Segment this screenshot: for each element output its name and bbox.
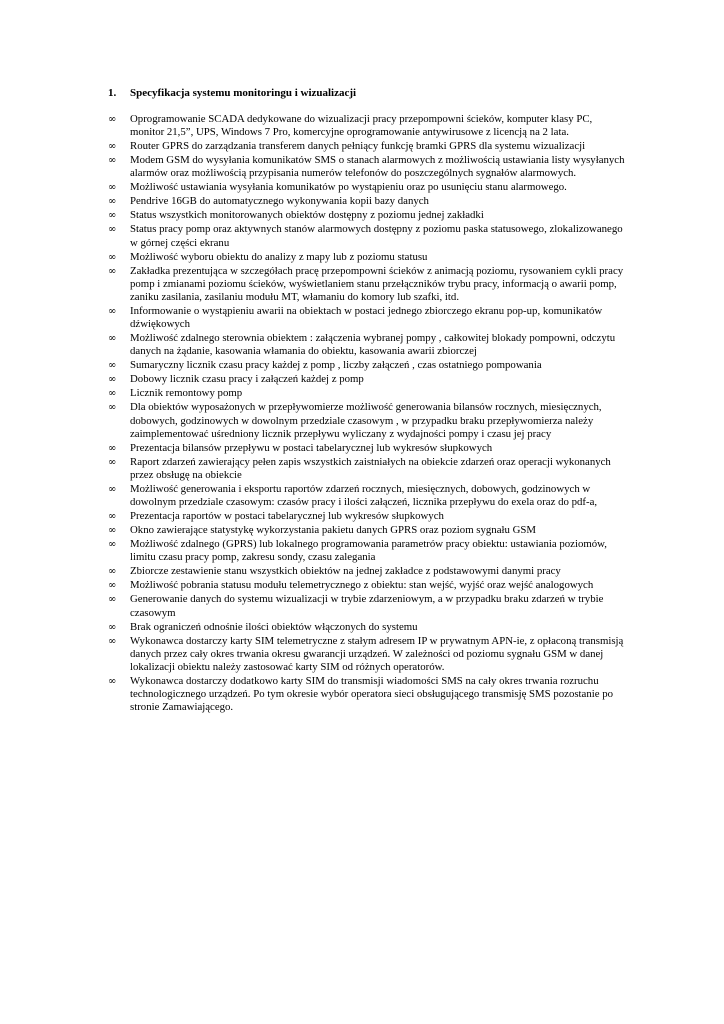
list-item: [108, 442, 628, 455]
list-item: [108, 251, 628, 264]
list-item: [108, 265, 628, 305]
list-item-text: Modem GSM do wysyłania komunikatów SMS o stanach alarmowych z możliwością ustawiania listy wysyłanych alarmów oraz możliwością przypisania numerów telefonów do poszczególnych sygnałów alarmowych.: [130, 154, 625, 180]
infinity-bullet-icon: ∞: [108, 511, 117, 523]
list-item-text: Generowanie danych do systemu wizualizacji w trybie zdarzeniowym, a w przypadku braku zdarzeń w trybie czasowym: [130, 593, 604, 619]
list-item: [108, 359, 628, 372]
infinity-bullet-icon: ∞: [108, 224, 117, 236]
list-item-text: Status wszystkich monitorowanych obiektów dostępny z poziomu jednej zakładki: [130, 209, 484, 222]
list-item: [108, 181, 628, 194]
infinity-bullet-icon: ∞: [108, 484, 117, 496]
list-item-text: Pendrive 16GB do automatycznego wykonywania kopii bazy danych: [130, 195, 429, 208]
list-item-text: Sumaryczny licznik czasu pracy każdej z pomp , liczby załączeń , czas ostatniego pompowania: [130, 359, 542, 372]
infinity-bullet-icon: ∞: [108, 635, 117, 647]
list-item-text: Wykonawca dostarczy dodatkowo karty SIM do transmisji wiadomości SMS na cały okres trwania rozruchu technologicznego urządzeń. Po tym okresie wybór operatora sieci obsługującego transmisję SMS pozostanie po stronie Zamawiającego.: [130, 675, 614, 714]
list-item: [108, 387, 628, 400]
list-item: [108, 510, 628, 523]
infinity-bullet-icon: ∞: [108, 210, 117, 222]
infinity-bullet-icon: ∞: [108, 621, 117, 633]
infinity-bullet-icon: ∞: [108, 525, 117, 537]
list-item-text: Zbiorcze zestawienie stanu wszystkich obiektów na jednej zakładce z podstawowymi danymi pracy: [130, 565, 561, 578]
list-item-text: Możliwość zdalnego sterownia obiektem : załączenia wybranej pompy , całkowitej blokady pompowni, odczytu danych na żądanie, kasowania włamania do obiektu, kasowania awarii zbiorczej: [130, 332, 616, 358]
list-item: [108, 524, 628, 537]
list-item: [108, 456, 628, 482]
infinity-bullet-icon: ∞: [108, 196, 117, 208]
infinity-bullet-icon: ∞: [108, 374, 117, 386]
list-item: [108, 483, 628, 509]
infinity-bullet-icon: ∞: [108, 251, 117, 263]
infinity-bullet-icon: ∞: [108, 306, 117, 318]
list-item-text: Wykonawca dostarczy karty SIM telemetryczne z stałym adresem IP w prywatnym APN-ie, z opłaconą transmisją danych przez cały okres trwania okresu gwarancji urządzeń. W zależności od poziomu sygnału GSM w danej lokalizacji obiektu należy zastosować karty SIM od różnych operatorów.: [130, 634, 624, 674]
list-item: [108, 332, 628, 358]
list-item-text: Status pracy pomp oraz aktywnych stanów alarmowych dostępny z poziomu paska statusowego, zlokalizowanego w górnej części ekranu: [130, 223, 623, 249]
list-item-text: Licznik remontowy pomp: [130, 387, 243, 400]
infinity-bullet-icon: ∞: [108, 360, 117, 372]
list-item-text: Możliwość generowania i eksportu raportów zdarzeń rocznych, miesięcznych, dobowych, godzinowych w dowolnym przedziale czasowym: czasów pracy i ilości załączeń, licznika przepływu do exela oraz do pdf-a,: [130, 483, 598, 509]
list-item: [108, 113, 628, 139]
infinity-bullet-icon: ∞: [108, 676, 117, 688]
list-item-text: Dla obiektów wyposażonych w przepływomierze możliwość generowania bilansów rocznych, miesięcznych, dobowych, godzinowych w dowolnym przedziale czasowym , w przypadku braku przepływomierza należy zaimplementować uśredniony licznik przepływu wyliczany z wydajności pompy i czasu jej pracy: [130, 401, 602, 440]
infinity-bullet-icon: ∞: [108, 402, 117, 414]
section-title: Specyfikacja systemu monitoringu i wizualizacji: [130, 87, 357, 99]
infinity-bullet-icon: ∞: [108, 594, 117, 606]
list-item-text: Okno zawierające statystykę wykorzystania pakietu danych GPRS oraz poziom sygnału GSM: [130, 524, 536, 537]
list-item: [108, 401, 628, 441]
list-item-text: Raport zdarzeń zawierający pełen zapis wszystkich zaistniałych na obiekcie zdarzeń oraz operacji wykonanych przez obsługę na obiekcie: [130, 455, 611, 482]
list-item-text: Prezentacja raportów w postaci tabelarycznej lub wykresów słupkowych: [130, 510, 444, 523]
list-item-text: Możliwość pobrania statusu modułu telemetrycznego z obiektu: stan wejść, wyjść oraz wejść analogowych: [130, 579, 594, 592]
infinity-bullet-icon: ∞: [108, 333, 117, 345]
list-item: [108, 538, 628, 564]
infinity-bullet-icon: ∞: [108, 456, 117, 468]
infinity-bullet-icon: ∞: [108, 155, 117, 167]
list-item: [108, 675, 628, 715]
list-item-text: Możliwość ustawiania wysyłania komunikatów po wystąpieniu oraz po usunięciu stanu alarmowego.: [130, 181, 567, 194]
list-item: [108, 565, 628, 578]
infinity-bullet-icon: ∞: [108, 265, 117, 277]
infinity-bullet-icon: ∞: [108, 566, 117, 578]
list-item: [108, 209, 628, 222]
list-item-text: Możliwość wyboru obiektu do analizy z mapy lub z poziomu statusu: [130, 250, 428, 263]
list-item: [108, 593, 628, 619]
list-item-text: Dobowy licznik czasu pracy i załączeń każdej z pomp: [130, 373, 364, 386]
specification-list: [108, 113, 628, 715]
list-item-text: Zakładka prezentująca w szczegółach pracę przepompowni ścieków z animacją poziomu, rysowaniem cykli pracy pomp i zmianami poziomu ścieków, wyświetlaniem stanu przełączników trybu pracy, informacją o awarii pomp, zaniku zasilania, zasilaniu modułu MT, włamaniu do komory lub szafki, itd.: [130, 264, 624, 304]
infinity-bullet-icon: ∞: [108, 141, 117, 153]
infinity-bullet-icon: ∞: [108, 442, 117, 454]
infinity-bullet-icon: ∞: [108, 388, 117, 400]
list-item: [108, 140, 628, 153]
section-number: 1.: [108, 87, 117, 99]
list-item: [108, 635, 628, 675]
list-item: [108, 154, 628, 180]
list-item: [108, 621, 628, 634]
list-item-text: Informowanie o wystąpieniu awarii na obiektach w postaci jednego zbiorczego ekranu pop-up, komunikatów dźwiękowych: [130, 305, 603, 331]
list-item: [108, 579, 628, 592]
list-item-text: Prezentacja bilansów przepływu w postaci tabelarycznej lub wykresów słupkowych: [130, 441, 493, 454]
infinity-bullet-icon: ∞: [108, 182, 117, 194]
infinity-bullet-icon: ∞: [108, 580, 117, 592]
list-item-text: Brak ograniczeń odnośnie ilości obiektów włączonych do systemu: [130, 620, 418, 633]
list-item-text: Oprogramowanie SCADA dedykowane do wizualizacji pracy przepompowni ścieków, komputer klasy PC, monitor 21,5”, UPS, Windows 7 Pro, komercyjne oprogramowanie antywirusowe z licencją na 2 lata.: [130, 113, 593, 139]
infinity-bullet-icon: ∞: [108, 114, 117, 125]
list-item: [108, 373, 628, 386]
list-item-text: Możliwość zdalnego (GPRS) lub lokalnego programowania parametrów pracy obiektu: ustawiania poziomów, limitu czasu pracy pomp, zakresu sondy, czasu zalegania: [130, 538, 607, 564]
section-heading: [108, 86, 356, 100]
list-item: [108, 223, 628, 249]
infinity-bullet-icon: ∞: [108, 539, 117, 551]
list-item-text: Router GPRS do zarządzania transferem danych pełniący funkcję bramki GPRS dla systemu wizualizacji: [130, 140, 586, 153]
list-item: [108, 195, 628, 208]
list-item: [108, 305, 628, 331]
